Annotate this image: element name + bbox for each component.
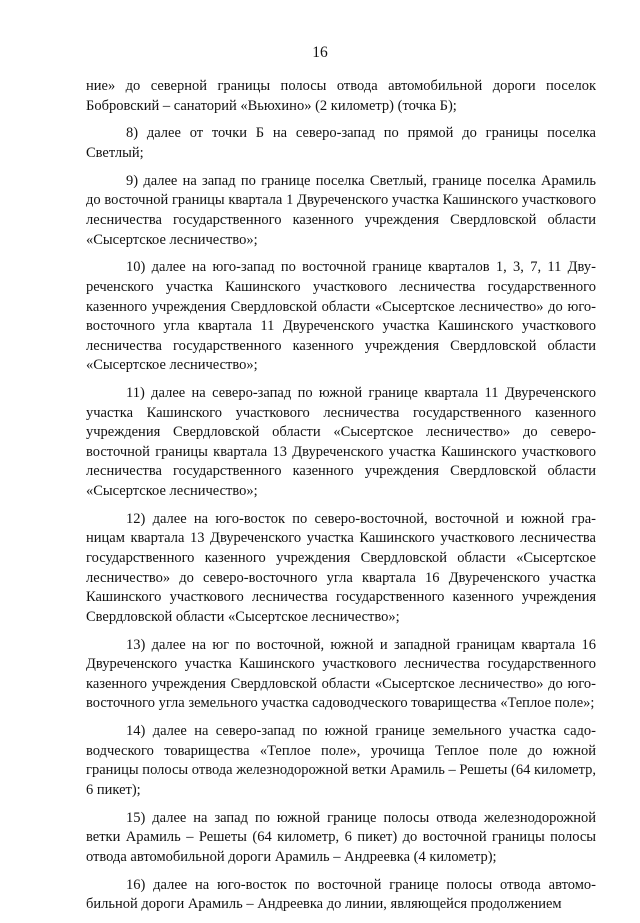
paragraph-item-14: 14) далее на северо-запад по южной границе земельного участка садоводческого товарищества «Теплое поле», урочища Теплое поле до южной границы полосы отвода железнодорожной ветки Арамиль – Решеты (64 километр, 6 пикет); — [86, 723, 596, 798]
paragraph-item-16: 16) далее на юго-восток по восточной границе полосы отвода автомобильной дороги Арамиль – Андреевка до линии, являющейся продолжением — [86, 876, 596, 913]
paragraph-item-11: 11) далее на северо-запад по южной границе квартала 11 Двуреченского участка Кашинского участкового лесничества государственного казенного учреждения Свердловской области «Сысертское лесничество» до северовосточной границы квартала 13 Двуреченского участка Кашинского участкового лесничества государственного казенного учреждения Свердловской области «Сысертское лесничество»; — [86, 385, 596, 500]
paragraph-item-10: 10) далее на юго-запад по восточной границе кварталов 1, 3, 7, 11 Двуреченского участка Кашинского участкового лесничества государственного казенного учреждения Свердловской области «Сысертское лесничество» до юго-восточного угла квартала 11 Двуреченского участка Кашинского участкового лесничества государственного казенного учреждения Свердловской области «Сысертское лесничество»; — [86, 259, 596, 374]
paragraph-item-12: 12) далее на юго-восток по северо-восточной, восточной и южной границам квартала 13 Двуреченского участка Кашинского участкового лесничества государственного казенного учреждения Свердловской области «Сысертское лесничество» до северо-восточного угла квартала 16 Двуреченского участка Кашинского участкового лесничества государственного казенного учреждения Свердловской области «Сысертское лесничество»; — [86, 510, 596, 625]
paragraph-item-15: 15) далее на запад по южной границе полосы отвода железнодорожной ветки Арамиль – Решеты (64 километр, 6 пикет) до восточной границы полосы отвода автомобильной дороги Арамиль – Андреевка (4 километр); — [86, 809, 596, 865]
document-body — [86, 77, 596, 923]
paragraph-continued: ние» до северной границы полосы отвода автомобильной дороги поселок Бобровский – санаторий «Вьюхино» (2 километр) (точка Б); — [86, 78, 596, 114]
page-number: 16 — [312, 44, 328, 61]
paragraph-item-9: 9) далее на запад по границе поселка Светлый, границе поселка Арамиль до восточной границы квартала 1 Двуреченского участка Кашинского участкового лесничества государственного казенного учреждения Свердловской области «Сысертское лесничество»; — [86, 172, 596, 248]
paragraph-item-8: 8) далее от точки Б на северо-запад по прямой до границы поселка Светлый; — [86, 125, 596, 161]
paragraph-item-13: 13) далее на юг по восточной, южной и западной границам квартала 16 Двуреченского участка Кашинского участкового лесничества государственного казенного учреждения Свердловской области «Сысертское лесничество» до юго-восточного угла земельного участка садоводческого товарищества «Теплое поле»; — [86, 636, 596, 712]
